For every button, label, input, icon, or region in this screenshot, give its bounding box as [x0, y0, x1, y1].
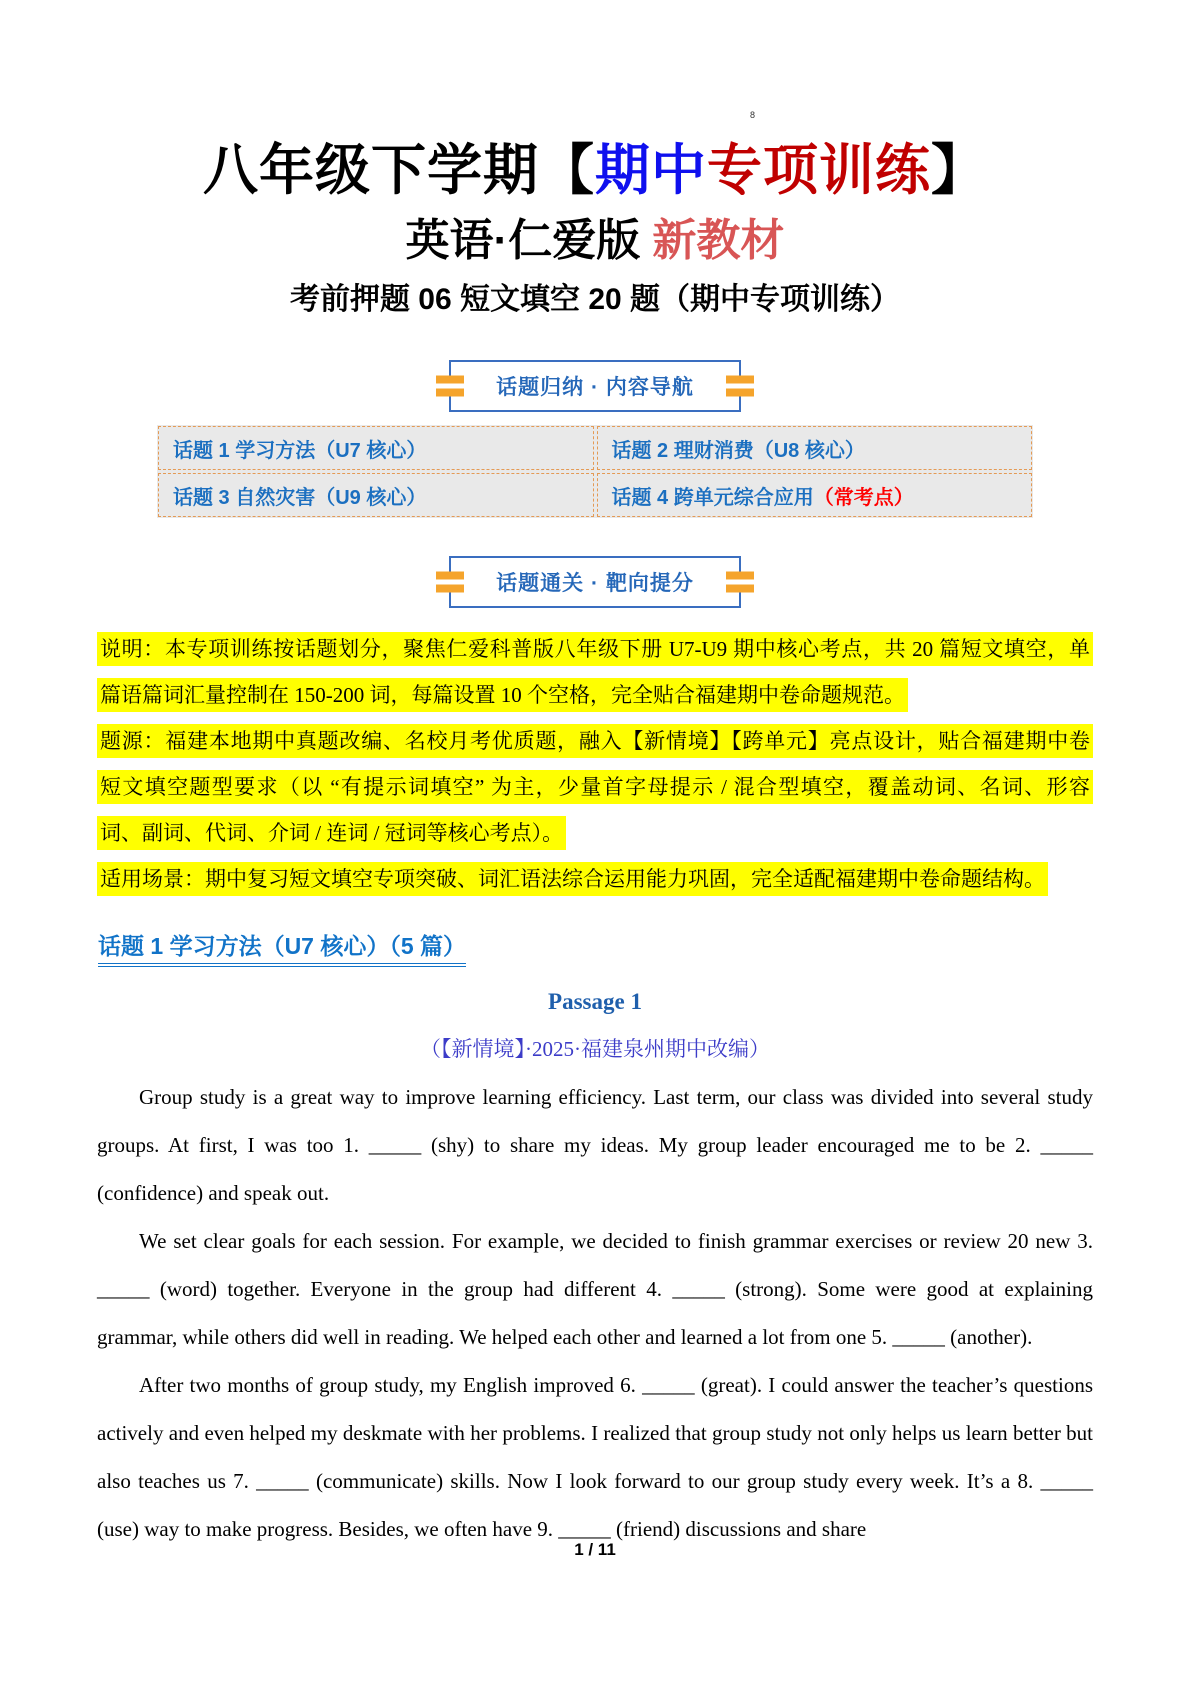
notes-block	[97, 626, 1093, 902]
note-text: 说明：本专项训练按话题划分，聚焦仁爱科普版八年级下册 U7-U9 期中核心考点，共 20 篇短文填空，单	[97, 632, 1093, 666]
topic-cell-1	[158, 426, 594, 470]
passage-source: （【新情境】·2025·福建泉州期中改编）	[420, 1037, 770, 1061]
banner-score-boost	[449, 556, 741, 608]
topic-cell-2	[597, 426, 1033, 470]
topic-4-label: 话题 4 跨单元综合应用	[611, 486, 814, 509]
section-heading: 话题 1 学习方法（U7 核心）（5 篇）	[98, 928, 466, 967]
note-text: 适用场景：期中复习短文填空专项突破、词汇语法综合运用能力巩固，完全适配福建期中卷命题结构。	[97, 862, 1048, 896]
passage-paragraph-3: After two months of group study, my English improved 6. _____ (great). I could answer the teacher’s questions actively and even helped my deskmate with her problems. I realized that group study not only helps us learn better but also teaches us 7. _____ (communicate) skills. Now I look forward to our group study every week. It’s a 8. _____ (use) way to make progress. Besides, we often have 9. _____ (friend) discussions and share	[97, 1373, 1093, 1541]
note-line	[97, 764, 1093, 810]
note-line	[97, 718, 1093, 764]
note-text: 篇语篇词汇量控制在 150-200 词，每篇设置 10 个空格，完全贴合福建期中卷命题规范。	[97, 678, 908, 712]
menu-bars-icon	[436, 376, 464, 397]
menu-bars-icon	[726, 572, 754, 593]
topic-table	[157, 425, 1033, 518]
passage-body	[97, 1073, 1093, 1553]
topic-cell-3	[158, 473, 594, 517]
passage-paragraph-1: Group study is a great way to improve learning efficiency. Last term, our class was divided into several study groups. At first, I was too 1. _____ (shy) to share my ideas. My group leader encouraged me to be 2. _____ (confidence) and speak out.	[97, 1085, 1093, 1205]
banner-topic-nav	[449, 360, 741, 412]
note-line	[97, 856, 1093, 902]
passage-title: Passage 1	[548, 989, 642, 1014]
banner-topic-nav-label: 话题归纳 · 内容导航	[496, 376, 694, 399]
topic-1-label: 话题 1 学习方法（U7 核心）	[173, 439, 427, 462]
corner-mark: 8	[750, 110, 756, 120]
topic-2-label: 话题 2 理财消费（U8 核心）	[611, 439, 865, 462]
note-line	[97, 810, 1093, 856]
page-number: 1 / 11	[574, 1540, 616, 1559]
note-line	[97, 626, 1093, 672]
topic-4-accent: （常考点）	[813, 486, 914, 509]
section-heading-wrap	[98, 928, 1190, 967]
main-title-midterm: 期中	[594, 139, 707, 201]
exam-line: 考前押题 06 短文填空 20 题（期中专项训练）	[289, 283, 901, 316]
main-title-right: 】	[931, 139, 988, 201]
main-title-training: 专项训练	[707, 139, 932, 201]
title-block	[0, 0, 1190, 324]
subtitle-main: 英语·仁爱版	[405, 216, 641, 265]
main-title	[0, 130, 1190, 210]
main-title-left: 八年级下学期【	[202, 139, 595, 201]
note-text: 短文填空题型要求（以 “有提示词填空” 为主，少量首字母提示 / 混合型填空，覆盖动词、名词、形容	[97, 770, 1093, 804]
menu-bars-icon	[436, 572, 464, 593]
note-line	[97, 672, 1093, 718]
banner-score-boost-label: 话题通关 · 靶向提分	[496, 572, 694, 595]
passage-paragraph-2: We set clear goals for each session. For example, we decided to finish grammar exercises or review 20 new 3. _____ (word) together. Everyone in the group had different 4. _____ (strong). Some were good at explaining grammar, while others did well in reading. We helped each other and learned a lot from one 5. _____ (another).	[97, 1229, 1093, 1349]
topic-3-label: 话题 3 自然灾害（U9 核心）	[173, 486, 427, 509]
subtitle-accent: 新教材	[640, 216, 785, 265]
note-text: 题源：福建本地期中真题改编、名校月考优质题，融入【新情境】【跨单元】亮点设计，贴合福建期中卷	[97, 724, 1093, 758]
topic-cell-4	[597, 473, 1033, 517]
subtitle	[0, 210, 1190, 272]
note-text: 词、副词、代词、介词 / 连词 / 冠词等核心考点）。	[97, 816, 566, 850]
menu-bars-icon	[726, 376, 754, 397]
